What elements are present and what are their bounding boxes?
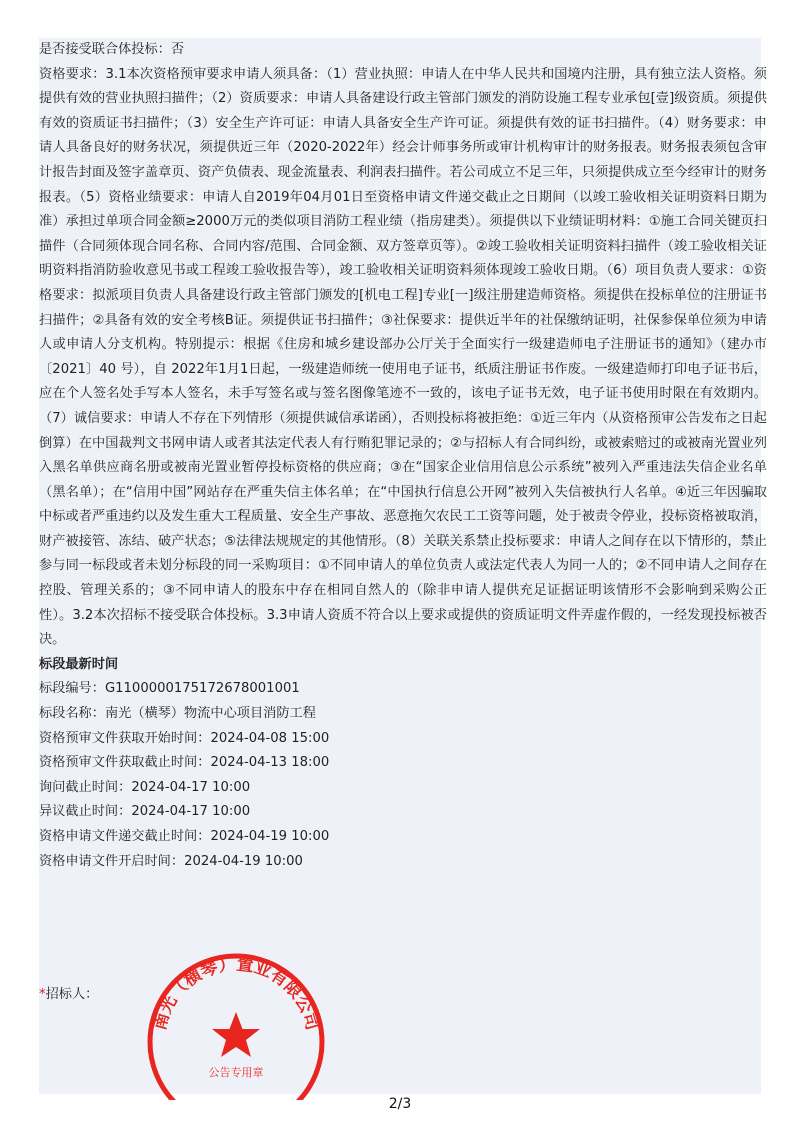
signer-field: [39, 985, 98, 1005]
company-seal: [140, 930, 330, 1100]
time-field-row: [39, 850, 767, 875]
field-label: 资格申请文件开启时间：: [39, 853, 185, 869]
time-field-row: [39, 677, 767, 702]
field-label: 询问截止时间：: [39, 779, 132, 795]
field-label: 标段名称：: [39, 706, 105, 722]
signer-label: 招标人：: [45, 987, 99, 1002]
time-fields-list: [39, 677, 767, 874]
field-value: G1100000175172678001001: [104, 681, 300, 697]
time-field-row: [39, 727, 767, 752]
section-title: 标段最新时间: [39, 656, 119, 672]
time-field-row: [39, 800, 767, 825]
field-value: 2024-04-17 10:00: [131, 804, 251, 820]
document-content: [39, 38, 767, 874]
field-value: 2024-04-08 15:00: [210, 730, 330, 746]
joint-bid-line: 是否接受联合体投标：否: [39, 42, 185, 57]
field-label: 资格申请文件递交截止时间：: [39, 829, 211, 844]
field-label: 标段编号：: [39, 681, 105, 697]
field-value: 南光（横琴）物流中心项目消防工程: [104, 706, 316, 722]
field-value: 2024-04-17 10:00: [131, 779, 251, 795]
qualification-requirements: 资格要求：3.1本次资格预审要求申请人须具备：（1）营业执照：申请人在中华人民共和国境内注册，具有独立法人资格。须提供有效的营业执照扫描件；（2）资质要求：申请人具备建设行政主管部门颁发的消防设施工程专业承包[壹]级资质。须提供有效的资质证书扫描件；（3）安全生产许可证：申请人具备安全生产许可证。须提供有效的证书扫描件。（4）财务要求：申请人具备良好的财务状况，须提供近三年（2020-2022年）经会计师事务所或审计机构审计的财务报表。财务报表须包含审计报告封面及签字盖章页、资产负债表、现金流量表、利润表扫描件。若公司成立不足三年，只须提供成立至今经审计的财务报表。（5）资格业绩要求：申请人自2019年04月01日至资格申请文件递交截止之日期间（以竣工验收相关证明资料日期为准）承担过单项合同金额≥2000万元的类似项目消防工程业绩（指房建类）。须提供以下业绩证明材料：①施工合同关键页扫描件（合同须体现合同名称、合同内容/范围、合同金额、双方签章页等）。②竣工验收相关证明资料扫描件（竣工验收相关证明资料指消防验收意见书或工程竣工验收报告等），竣工验收相关证明资料须体现竣工验收日期。（6）项目负责人要求：①资格要求：拟派项目负责人具备建设行政主管部门颁发的[机电工程]专业[一]级注册建造师资格。须提供在投标单位的注册证书扫描件；②具备有效的安全考核B证。须提供证书扫描件；③社保要求：提供近半年的社保缴纳证明，社保参保单位须为申请人或申请人分支机构。特别提示：根据《住房和城乡建设部办公厅关于全面实行一级建造师电子注册证书的通知》（建办市〔2021〕40 号），自 2022年1月1日起，一级建造师统一使用电子证书，纸质注册证书作废。一级建造师打印电子证书后，应在个人签名处手写本人签名，未手写签名或与签名图像笔迹不一致的，该电子证书无效，电子证书使用时限在有效期内。（7）诚信要求：申请人不存在下列情形（须提供诚信承诺函），否则投标将被拒绝：①近三年内（从资格预审公告发布之日起倒算）在中国裁判文书网申请人或者其法定代表人有行贿犯罪记录的；②与招标人有合同纠纷，或被索赔过的或被南光置业列入黑名单供应商名册或被南光置业暂停投标资格的供应商；③在“国家企业信用信息公示系统”被列入严重违法失信企业名单（黑名单）；在“信用中国”网站存在严重失信主体名单；在“中国执行信息公开网”被列入失信被执行人名单。④近三年因骗取中标或者严重违约以及发生重大工程质量、安全生产事故、恶意拖欠农民工工资等问题，处于被责令停业，投标资格被取消，财产被接管、冻结、破产状态；⑤法律法规规定的其他情形。（8）关联关系禁止投标要求：申请人之间存在以下情形的，禁止参与同一标段或者未划分标段的同一采购项目：①不同申请人的单位负责人或法定代表人为同一人的；②不同申请人之间存在控股、管理关系的；③不同申请人的股东中存在相同自然人的（除非申请人提供充足证据证明该情形不会影响到采购公正性）。3.2本次招标不接受联合体投标。3.3申请人资质不符合以上要求或提供的资质证明文件弄虚作假的，一经发现投标被否决。: [39, 66, 767, 648]
required-mark: *: [39, 987, 46, 1002]
field-value: 2024-04-19 10:00: [184, 853, 303, 869]
field-value: 2024-04-13 18:00: [210, 755, 330, 771]
page-number: 2/3: [388, 1096, 412, 1112]
field-label: 资格预审文件获取开始时间：: [39, 730, 211, 746]
field-label: 异议截止时间：: [39, 804, 132, 820]
time-field-row: [39, 702, 767, 727]
field-label: 资格预审文件获取截止时间：: [39, 755, 211, 771]
svg-text:公告专用章: 公告专用章: [208, 1066, 264, 1079]
field-value: 2024-04-19 10:00: [210, 829, 330, 844]
time-field-row: [39, 776, 767, 801]
time-field-row: [39, 751, 767, 776]
time-field-row: [39, 825, 767, 850]
svg-text:南光（横琴）置业有限公司: 南光（横琴）置业有限公司: [149, 954, 323, 1033]
